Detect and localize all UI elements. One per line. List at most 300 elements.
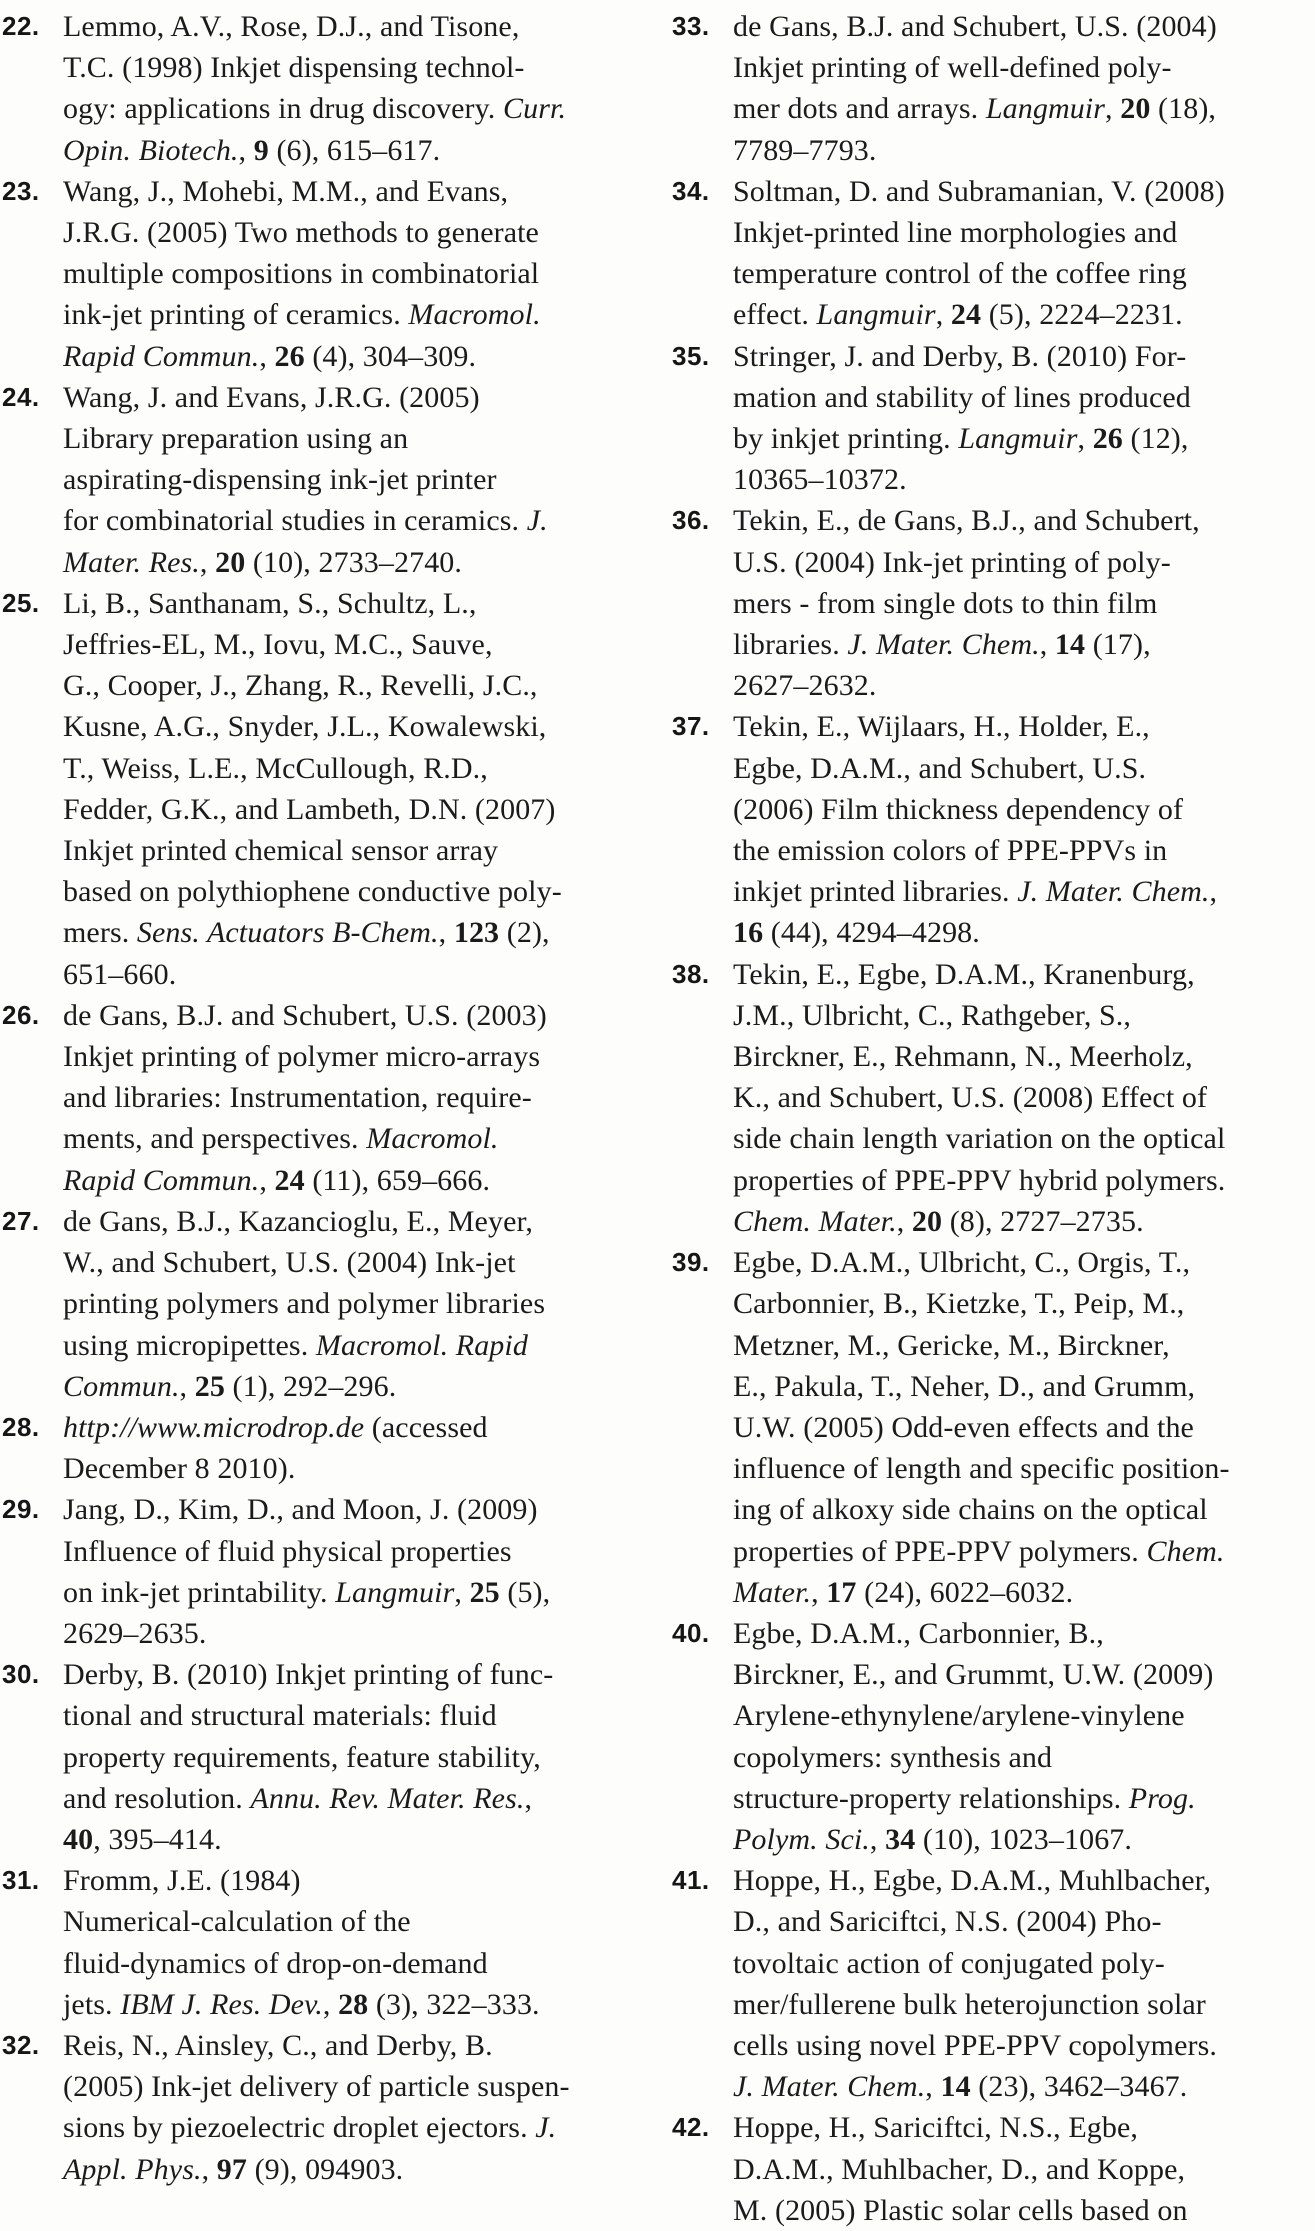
text-segment: printing polymers and polymer libraries [63,1287,546,1321]
reference-line [63,6,647,47]
text-segment: Egbe, D.A.M., and Schubert, U.S. [733,751,1147,785]
reference-line [63,88,647,129]
text-segment: (2006) Film thickness dependency of [733,792,1184,826]
reference-number: 40. [672,1617,710,1648]
reference-line [63,542,647,583]
text-segment: Wang, J. and Evans, J.R.G. (2005) [63,380,480,414]
text-segment: M. (2005) Plastic solar cells based on [733,2193,1188,2227]
text-segment: G., Cooper, J., Zhang, R., Revelli, J.C., [63,669,538,703]
reference-line [733,171,1313,212]
reference-line [733,1572,1313,1613]
text-segment: ink-jet printing of ceramics. [63,298,409,332]
reference-line [63,336,647,377]
text-segment: (6), 615–617. [268,133,441,167]
volume-number: 40 [63,1822,94,1856]
text-segment: (11), 659–666. [304,1163,491,1197]
volume-number: 26 [274,339,305,373]
text-segment: and resolution. [63,1781,251,1815]
volume-number: 24 [950,298,982,332]
journal-title-segment: Macromol. [366,1122,499,1156]
journal-title-segment: Prog. [1128,1781,1196,1815]
volume-number: 26 [1092,422,1123,456]
reference-line [63,1572,647,1613]
volume-number: 123 [453,916,500,950]
reference-number: 35. [672,340,710,371]
text-segment: properties of PPE-PPV hybrid polymers. [733,1163,1226,1197]
text-segment: effect. [733,298,817,332]
text-segment: December 8 2010). [63,1452,296,1486]
journal-title-segment: Langmuir [816,298,936,332]
journal-title-segment: Langmuir [958,422,1078,456]
text-segment: aspirating-dispensing ink-jet printer [63,463,497,497]
text-segment: Numerical-calculation of the [63,1905,411,1939]
text-segment: and libraries: Instrumentation, require- [63,1081,532,1115]
journal-title-segment: Rapid Commun. [63,1163,260,1197]
text-segment: Jang, D., Kim, D., and Moon, J. (2009) [63,1493,538,1527]
text-segment: , 395–414. [93,1822,222,1856]
text-segment: temperature control of the coffee ring [733,257,1187,291]
reference-entry [672,171,1313,336]
journal-title-segment: Commun. [63,1369,180,1403]
text-segment: (12), [1122,422,1189,456]
reference-line [733,212,1313,253]
text-segment: 651–660. [63,957,177,991]
text-segment: de Gans, B.J. and Schubert, U.S. (2004) [733,10,1217,43]
reference-entry [672,6,1313,171]
text-segment: (1), 292–296. [224,1369,397,1403]
text-segment: mer/fullerene bulk heterojunction solar [733,1987,1206,2021]
text-segment: , [454,1575,470,1609]
text-segment: J.M., Ulbricht, C., Rathgeber, S., [733,998,1131,1032]
text-segment: Birckner, E., and Grummt, U.W. (2009) [733,1658,1214,1692]
text-segment: inkjet printed libraries. [733,875,1018,909]
text-segment: (17), [1085,628,1151,662]
journal-title-segment: J. [535,2111,557,2145]
journal-title-segment: Polym. Sci. [733,1822,870,1856]
reference-entry [672,1613,1313,1860]
reference-line [733,830,1313,871]
text-segment: influence of length and specific position- [733,1452,1230,1486]
text-segment: copolymers: synthesis and [733,1740,1053,1774]
reference-line [733,336,1313,377]
text-segment: , [1105,92,1121,126]
reference-line [63,171,647,212]
reference-line [733,1695,1313,1736]
journal-title-segment: Langmuir [335,1575,455,1609]
text-segment: Tekin, E., Wijlaars, H., Holder, E., [733,710,1150,744]
reference-line [733,1819,1313,1860]
reference-text [63,377,647,583]
reference-entry [672,336,1313,501]
text-segment: (23), 3462–3467. [970,2070,1188,2104]
reference-line [733,1366,1313,1407]
text-segment: U.S. (2004) Ink-jet printing of poly- [733,545,1171,579]
reference-line [733,1201,1313,1242]
text-segment: using micropipettes. [63,1328,316,1362]
text-segment: U.W. (2005) Odd-even effects and the [733,1410,1194,1444]
text-segment: cells using novel PPE-PPV copolymers. [733,2028,1217,2062]
reference-line [733,2190,1313,2231]
reference-line [63,1654,647,1695]
reference-line [63,2025,647,2066]
text-segment: (4), 304–309. [304,339,477,373]
text-segment: ing of alkoxy side chains on the optical [733,1493,1208,1527]
reference-line [733,1077,1313,1118]
reference-line [733,1242,1313,1283]
reference-line [63,1118,647,1159]
reference-line [733,1778,1313,1819]
text-segment: Hoppe, H., Egbe, D.A.M., Muhlbacher, [733,1864,1212,1898]
journal-title-segment: Mater. Res. [63,545,200,579]
reference-line [733,2066,1313,2107]
reference-line [733,1160,1313,1201]
reference-text [63,1489,647,1654]
text-segment: the emission colors of PPE-PPVs in [733,834,1168,868]
journal-title-segment: J. [526,504,548,538]
reference-text [63,1407,647,1489]
text-segment: multiple compositions in combinatorial [63,257,540,291]
text-segment: D., and Sariciftci, N.S. (2004) Pho- [733,1905,1162,1939]
reference-text [63,171,647,377]
reference-line [733,1613,1313,1654]
text-segment: fluid-dynamics of drop-on-demand [63,1946,488,1980]
text-segment: D.A.M., Muhlbacher, D., and Koppe, [733,2152,1186,2186]
text-segment: 2629–2635. [63,1616,207,1650]
text-segment: libraries. [733,628,848,662]
text-segment: 7789–7793. [733,133,877,167]
reference-text [733,1860,1313,2107]
reference-line [63,1160,647,1201]
reference-entry [2,2025,647,2190]
volume-number: 25 [194,1369,225,1403]
volume-number: 9 [253,133,269,167]
reference-entry [2,1860,647,2025]
reference-line [733,1118,1313,1159]
journal-title-segment: IBM J. Res. Dev. [120,1987,323,2021]
reference-line [63,789,647,830]
text-segment: (8), 2727–2735. [942,1204,1144,1238]
text-segment: (10), 2733–2740. [245,545,462,579]
reference-number: 42. [672,2112,710,2143]
text-segment: (10), 1023–1067. [915,1822,1132,1856]
reference-line [63,665,647,706]
reference-line [63,459,647,500]
text-segment: on ink-jet printability. [63,1575,336,1609]
text-segment: property requirements, feature stability, [63,1740,541,1774]
reference-line [733,748,1313,789]
text-segment: Metzner, M., Gericke, M., Birckner, [733,1328,1170,1362]
text-segment: Derby, B. (2010) Inkjet printing of func- [63,1658,554,1692]
reference-line [63,1366,647,1407]
text-segment: , [925,2070,941,2104]
reference-line [733,2107,1313,2148]
reference-line [63,1737,647,1778]
text-segment: , [1077,422,1093,456]
reference-number: 34. [672,175,710,206]
text-segment: Inkjet printing of polymer micro-arrays [63,1040,541,1074]
reference-number: 38. [672,958,710,989]
reference-text [63,1201,647,1407]
text-segment: Arylene-ethynylene/arylene-vinylene [733,1699,1185,1733]
text-segment: based on polythiophene conductive poly- [63,875,562,909]
reference-line [63,583,647,624]
volume-number: 20 [215,545,246,579]
reference-line [733,294,1313,335]
text-segment: (5), [499,1575,551,1609]
reference-line [63,1325,647,1366]
text-segment: , [1039,628,1055,662]
journal-title-segment: Curr. [503,92,567,126]
text-segment: Inkjet printing of well-defined poly- [733,51,1172,85]
reference-number: 29. [2,1494,40,1525]
reference-line [733,624,1313,665]
reference-line [63,830,647,871]
reference-line [733,1531,1313,1572]
reference-entry [672,500,1313,706]
reference-line [63,1077,647,1118]
volume-number: 28 [338,1987,369,2021]
journal-title-segment: Langmuir [985,92,1106,126]
text-segment: , [322,1987,339,2021]
reference-text [733,6,1313,171]
text-segment: Carbonnier, B., Kietzke, T., Peip, M., [733,1287,1185,1321]
text-segment: tional and structural materials: fluid [63,1699,497,1733]
reference-entry [672,1860,1313,2107]
reference-text [733,2107,1313,2231]
reference-number: 39. [672,1247,710,1278]
reference-line [733,665,1313,706]
reference-text [733,706,1313,953]
reference-text [63,6,647,171]
reference-line [733,1448,1313,1489]
text-segment: Tekin, E., Egbe, D.A.M., Kranenburg, [733,957,1195,991]
text-segment: 10365–10372. [733,463,907,497]
text-segment: , [935,298,951,332]
reference-number: 28. [2,1411,40,1442]
text-segment: Fromm, J.E. (1984) [63,1864,301,1898]
text-segment: Birckner, E., Rehmann, N., Meerholz, [733,1040,1193,1074]
reference-line [733,995,1313,1036]
text-segment: mers - from single dots to thin film [733,586,1158,620]
reference-number: 23. [2,175,40,206]
journal-title-segment: Appl. Phys. [63,2152,202,2186]
text-segment: sions by piezoelectric droplet ejectors. [63,2111,536,2145]
reference-line [63,1283,647,1324]
reference-number: 31. [2,1865,40,1896]
reference-line [63,1448,647,1489]
text-segment: , [199,545,216,579]
reference-text [733,954,1313,1242]
text-segment: (44), 4294–4298. [763,916,980,950]
reference-line [63,1778,647,1819]
text-segment: (2), [499,916,550,950]
journal-title-segment: Mater. [733,1575,812,1609]
reference-text [63,1654,647,1860]
text-segment: T.C. (1998) Inkjet dispensing technol- [63,51,525,85]
text-segment: Jeffries-EL, M., Iovu, M.C., Sauve, [63,628,493,662]
text-segment: mer dots and arrays. [733,92,986,126]
reference-line [733,1283,1313,1324]
reference-line [63,995,647,1036]
reference-line [63,1613,647,1654]
journal-title-segment: http://www.microdrop.de [63,1410,365,1444]
reference-line [63,1036,647,1077]
text-segment: , [238,133,254,167]
reference-line [63,954,647,995]
reference-line [63,418,647,459]
text-segment: Kusne, A.G., Snyder, J.L., Kowalewski, [63,710,547,744]
reference-line [733,871,1313,912]
text-segment: Soltman, D. and Subramanian, V. (2008) [733,174,1225,208]
reference-entry [2,1407,647,1489]
reference-line [63,212,647,253]
text-segment: (accessed [364,1410,488,1444]
text-segment: , [1209,875,1218,909]
reference-entry [672,706,1313,953]
reference-number: 26. [2,999,40,1030]
reference-line [733,253,1313,294]
reference-line [733,2149,1313,2190]
reference-line [733,47,1313,88]
text-segment: W., and Schubert, U.S. (2004) Ink-jet [63,1246,516,1280]
reference-number: 33. [672,11,710,41]
text-segment: , [179,1369,195,1403]
journal-title-segment: J. Mater. Chem. [1017,875,1210,909]
text-segment: , [259,1163,275,1197]
journal-title-segment: Sens. Actuators B-Chem. [136,916,439,950]
text-segment: Hoppe, H., Sariciftci, N.S., Egbe, [733,2111,1138,2145]
text-segment: (5), 2224–2231. [981,298,1183,332]
reference-line [733,88,1313,129]
reference-line [63,1242,647,1283]
text-segment: , [811,1575,827,1609]
reference-line [63,2107,647,2148]
reference-text [63,583,647,995]
reference-entry [672,954,1313,1242]
reference-entry [2,6,647,171]
reference-line [63,912,647,953]
text-segment: Tekin, E., de Gans, B.J., and Schubert, [733,504,1200,538]
reference-line [733,1737,1313,1778]
text-segment: de Gans, B.J., Kazancioglu, E., Meyer, [63,1204,533,1238]
text-segment: Inkjet printed chemical sensor array [63,834,499,868]
volume-number: 14 [1054,628,1086,662]
reference-line [63,2149,647,2190]
reference-line [63,1531,647,1572]
reference-line [63,500,647,541]
reference-line [63,1984,647,2025]
text-segment: , [259,339,275,373]
text-segment: ments, and perspectives. [63,1122,367,1156]
reference-line [63,1201,647,1242]
reference-line [63,2066,647,2107]
text-segment: Egbe, D.A.M., Ulbricht, C., Orgis, T., [733,1246,1191,1280]
reference-entry [672,1242,1313,1613]
text-segment: , [524,1781,533,1815]
journal-title-segment: Opin. Biotech. [63,133,239,167]
reference-entry [2,1489,647,1654]
text-segment: E., Pakula, T., Neher, D., and Grumm, [733,1369,1196,1403]
reference-line [63,130,647,171]
reference-line [733,1901,1313,1942]
text-segment: (3), 322–333. [368,1987,540,2021]
reference-line [733,789,1313,830]
journal-title-segment: Rapid Commun. [63,339,260,373]
reference-line [733,1036,1313,1077]
journal-title-segment: Annu. Rev. Mater. Res. [250,1781,525,1815]
reference-line [733,1407,1313,1448]
reference-line [63,1901,647,1942]
reference-number: 25. [2,587,40,618]
text-segment: , [201,2152,217,2186]
reference-line [63,294,647,335]
text-segment: side chain length variation on the optical [733,1122,1226,1156]
text-segment: (2005) Ink-jet delivery of particle suspen- [63,2070,570,2104]
journal-title-segment: Macromol. Rapid [315,1328,528,1362]
volume-number: 97 [216,2152,247,2186]
reference-line [733,1325,1313,1366]
reference-text [63,1860,647,2025]
text-segment: K., and Schubert, U.S. (2008) Effect of [733,1081,1208,1115]
reference-line [733,1654,1313,1695]
text-segment: T., Weiss, L.E., McCullough, R.D., [63,751,488,785]
reference-number: 22. [2,11,40,41]
reference-line [63,1407,647,1448]
text-segment: Influence of fluid physical properties [63,1534,512,1568]
text-segment: Inkjet-printed line morphologies and [733,216,1178,250]
text-segment: jets. [63,1987,121,2021]
volume-number: 25 [469,1575,500,1609]
journal-title-segment: J. Mater. Chem. [847,628,1040,662]
reference-line [63,706,647,747]
reference-line [63,1819,647,1860]
text-segment: Stringer, J. and Derby, B. (2010) For- [733,339,1187,373]
reference-line [733,1943,1313,1984]
volume-number: 24 [274,1163,305,1197]
reference-text [733,171,1313,336]
reference-entry [2,1654,647,1860]
text-segment: Reis, N., Ainsley, C., and Derby, B. [63,2028,493,2062]
text-segment: 2627–2632. [733,669,877,703]
reference-line [733,1984,1313,2025]
journal-title-segment: Macromol. [408,298,541,332]
reference-line [733,459,1313,500]
reference-line [733,500,1313,541]
volume-number: 20 [1120,92,1151,126]
reference-number: 41. [672,1865,710,1896]
text-segment: Egbe, D.A.M., Carbonnier, B., [733,1616,1104,1650]
reference-line [63,748,647,789]
reference-line [63,47,647,88]
reference-line [733,954,1313,995]
reference-entry [2,995,647,1201]
text-segment: , [869,1822,886,1856]
reference-number: 36. [672,505,710,536]
text-segment: J.R.G. (2005) Two methods to generate [63,216,539,250]
reference-line [63,377,647,418]
reference-text [733,500,1313,706]
reference-entry [2,1201,647,1407]
volume-number: 17 [826,1575,857,1609]
reference-line [733,706,1313,747]
reference-entry [2,583,647,995]
text-segment: structure-property relationships. [733,1781,1129,1815]
volume-number: 34 [885,1822,916,1856]
reference-line [63,871,647,912]
reference-line [63,624,647,665]
text-segment: by inkjet printing. [733,422,959,456]
reference-line [733,377,1313,418]
